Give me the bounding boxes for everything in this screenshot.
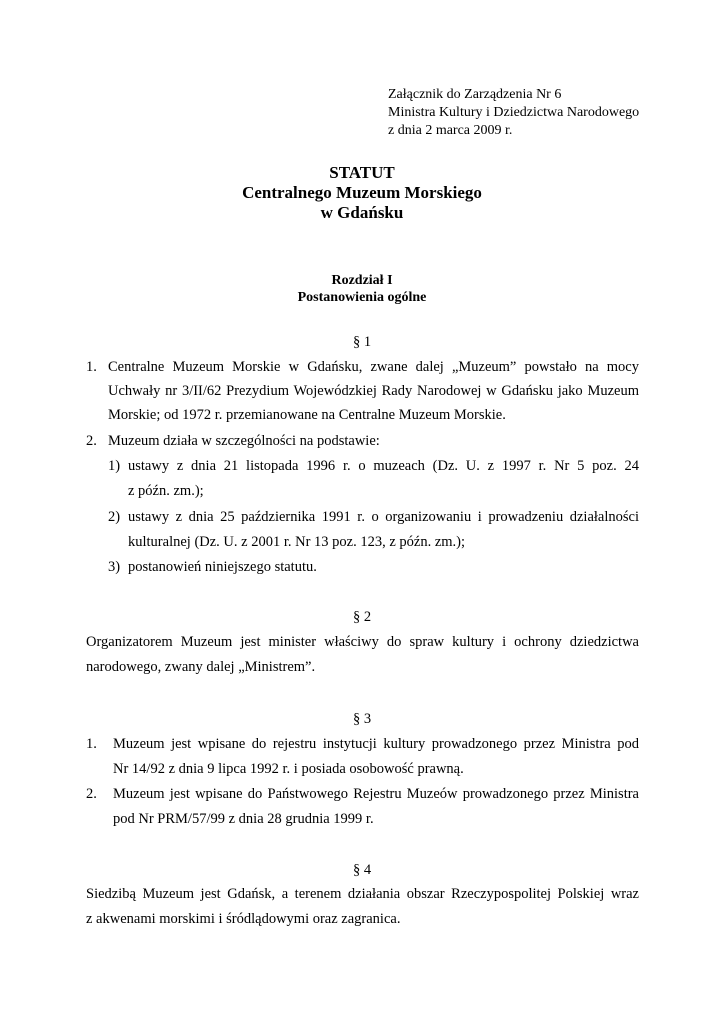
paragraph-line: Uchwały nr 3/II/62 Prezydium Wojewódzkiej Rady Narodowej w Gdańsku jako Muzeum (108, 383, 639, 399)
paragraph-line: pod Nr PRM/57/99 z dnia 28 grudnia 1999 r. (113, 811, 374, 827)
paragraph-line: Centralne Muzeum Morskie w Gdańsku, zwane dalej „Muzeum” powstało na mocy (108, 359, 639, 375)
paragraph-number: 1. (86, 736, 97, 752)
item-line: kulturalnej (Dz. U. z 2001 r. Nr 13 poz. 123, z późn. zm.); (128, 534, 466, 550)
item-number: 2) (108, 509, 121, 525)
annex-header (388, 86, 639, 140)
annex-line: Ministra Kultury i Dziedzictwa Narodowego (388, 105, 640, 120)
item-number: 3) (108, 559, 121, 575)
document-title (0, 163, 724, 223)
section-heading: § 4 (352, 862, 372, 878)
title-line: STATUT (329, 163, 395, 182)
chapter-heading (0, 272, 724, 306)
paragraph-line: Muzeum jest wpisane do rejestru instytucji kultury prowadzonego przez Ministra pod (113, 736, 639, 752)
item-line: ustawy z dnia 25 października 1991 r. o organizowaniu i prowadzeniu działalności (128, 509, 639, 525)
item-line: postanowień niniejszego statutu. (128, 559, 317, 575)
title-line: w Gdańsku (320, 203, 404, 222)
chapter-number: Rozdział I (331, 273, 393, 288)
paragraph-line: Muzeum jest wpisane do Państwowego Rejestru Muzeów prowadzonego przez Ministra (113, 786, 639, 802)
paragraph-number: 2. (86, 433, 97, 449)
section-heading: § 2 (352, 609, 372, 625)
annex-line: Załącznik do Zarządzenia Nr 6 (388, 87, 562, 102)
paragraph-line: Morskie; od 1972 r. przemianowane na Centralne Muzeum Morskie. (108, 407, 506, 423)
paragraph-line: z akwenami morskimi i śródlądowymi oraz zagranica. (86, 911, 401, 927)
chapter-name: Postanowienia ogólne (297, 290, 427, 305)
annex-line: z dnia 2 marca 2009 r. (388, 123, 513, 138)
paragraph-line: Muzeum działa w szczególności na podstawie: (108, 433, 380, 449)
item-number: 1) (108, 458, 121, 474)
section-heading: § 1 (352, 334, 372, 350)
paragraph-line: narodowego, zwany dalej „Ministrem”. (86, 659, 316, 675)
title-line: Centralnego Muzeum Morskiego (242, 183, 482, 202)
paragraph-number: 1. (86, 359, 97, 375)
item-line: ustawy z dnia 21 listopada 1996 r. o muzeach (Dz. U. z 1997 r. Nr 5 poz. 24 (128, 458, 639, 474)
paragraph-line: Organizatorem Muzeum jest minister właściwy do spraw kultury i ochrony dziedzictwa (86, 634, 639, 650)
paragraph-line: Siedzibą Muzeum jest Gdańsk, a terenem działania obszar Rzeczypospolitej Polskiej wraz (86, 886, 639, 902)
item-line: z późn. zm.); (128, 483, 204, 499)
paragraph-line: Nr 14/92 z dnia 9 lipca 1992 r. i posiada osobowość prawną. (113, 761, 464, 777)
paragraph-number: 2. (86, 786, 97, 802)
section-heading: § 3 (352, 711, 372, 727)
